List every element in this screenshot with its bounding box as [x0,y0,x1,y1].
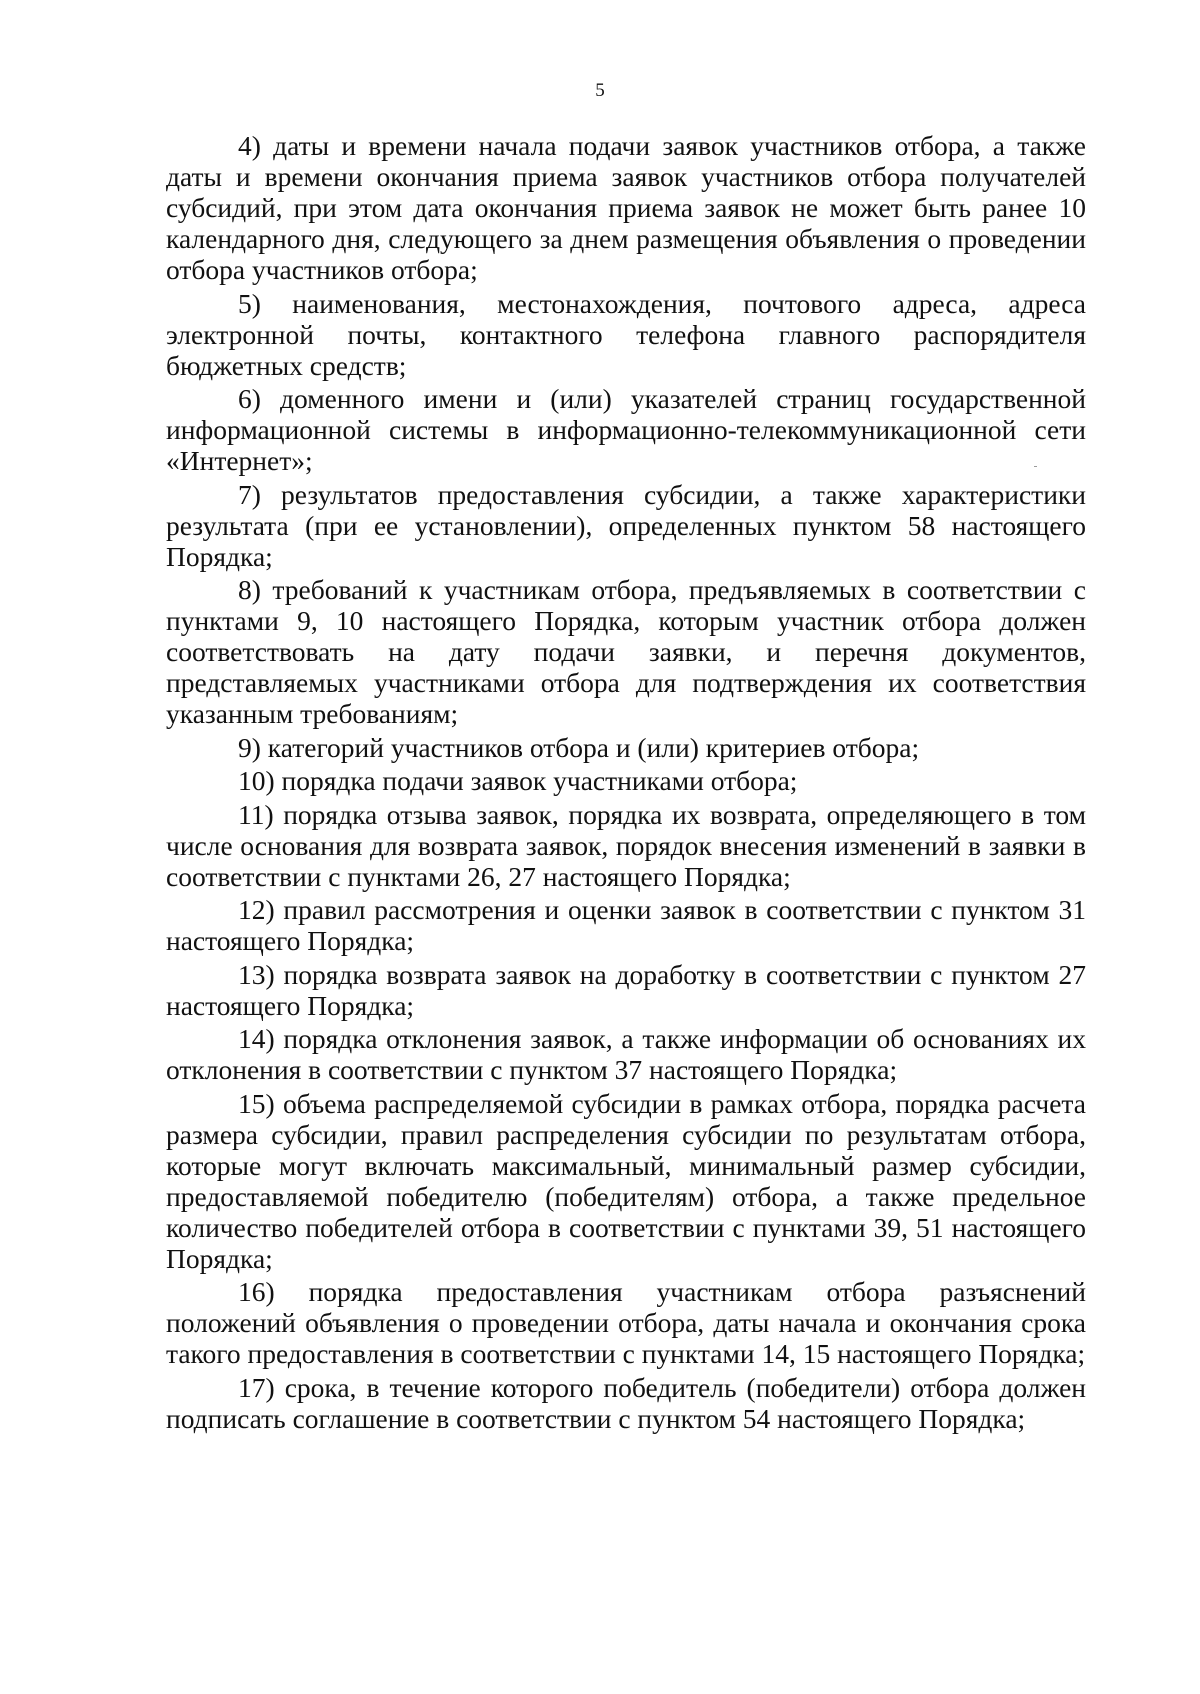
list-item-17: 17) срока, в течение которого победитель (победители) отбора должен подписать соглашение в соответствии с пунктом 54 настоящего Порядка; [166,1371,1086,1434]
list-item-11: 11) порядка отзыва заявок, порядка их возврата, определяющего в том числе основания для возврата заявок, порядок внесения изменений в заявки в соответствии с пунктами 26, 27 настоящего Порядка; [166,798,1086,892]
list-item-6: 6) доменного имени и (или) указателей страниц государственной информационной системы в информационно-телекоммуникационной сети «Интернет»; [166,383,1086,476]
document-body [166,130,1086,1436]
list-item-4: 4) даты и времени начала подачи заявок участников отбора, а также даты и времени окончания приема заявок участников отбора получателей субсидий, при этом дата окончания приема заявок не может быть ранее 10 календарного дня, следующего за днем размещения объявления о проведении отбора участников отбора; [166,130,1086,285]
list-item-12: 12) правил рассмотрения и оценки заявок в соответствии с пунктом 31 настоящего Порядка; [166,894,1086,956]
list-item-9: 9) категорий участников отбора и (или) критериев отбора; [238,731,920,763]
list-item-8: 8) требований к участникам отбора, предъявляемых в соответствии с пунктами 9, 10 настоящего Порядка, которым участник отбора должен соответствовать на дату подачи заявки, и перечня документов, представляемых участниками отбора для подтверждения их соответствия указанным требованиям; [166,574,1086,729]
list-item-7: 7) результатов предоставления субсидии, а также характеристики результата (при ее установлении), определенных пунктом 58 настоящего Порядка; [166,478,1086,572]
list-item-15: 15) объема распределяемой субсидии в рамках отбора, порядка расчета размера субсидии, правил распределения субсидии по результатам отбора, которые могут включать максимальный, минимальный размер субсидии, предоставляемой победителю (победителям) отбора, а также предельное количество победителей отбора в соответствии с пунктами 39, 51 настоящего Порядка; [166,1087,1086,1274]
list-item-10: 10) порядка подачи заявок участниками отбора; [238,765,798,796]
list-item-16: 16) порядка предоставления участникам отбора разъяснений положений объявления о проведении отбора, даты начала и окончания срока такого предоставления в соответствии с пунктами 14, 15 настоящего Порядка; [166,1276,1086,1369]
list-item-13: 13) порядка возврата заявок на доработку в соответствии с пунктом 27 настоящего Порядка; [166,958,1086,1021]
page-number: 5 [595,80,605,101]
scan-artifact [1034,466,1037,467]
list-item-5: 5) наименования, местонахождения, почтового адреса, адреса электронной почты, контактного телефона главного распорядителя бюджетных средств; [166,287,1086,381]
list-item-14: 14) порядка отклонения заявок, а также информации об основаниях их отклонения в соответствии с пунктом 37 настоящего Порядка; [166,1023,1086,1085]
